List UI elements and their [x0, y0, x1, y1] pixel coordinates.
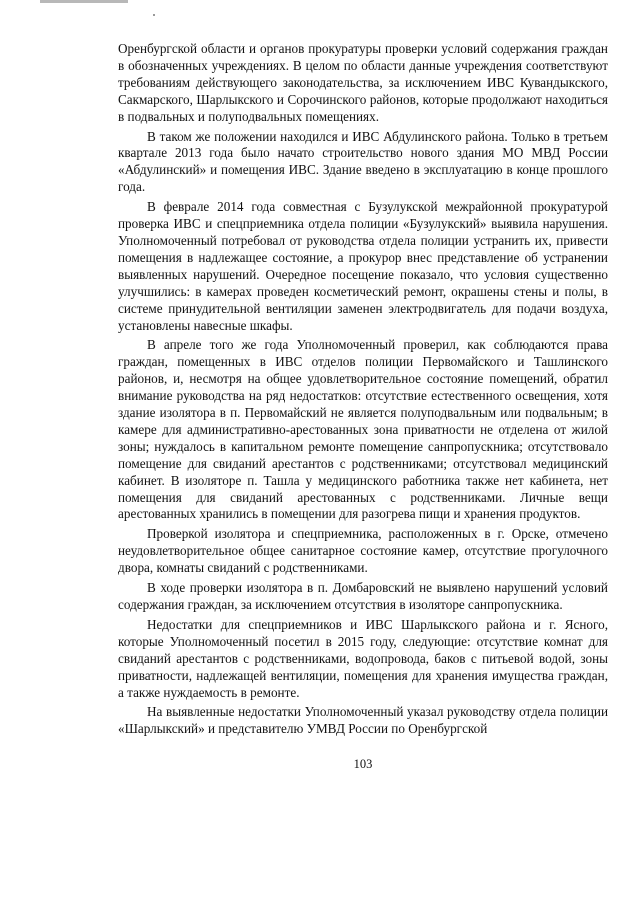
paragraph-conclusion: На выявленные недостатки Уполномоченный указал руководству отдела полиции «Шарлыкский» и представителю УМВД России по Оренбургской [118, 704, 608, 737]
paragraph-pervomaisky-tashla: В апреле того же года Уполномоченный проверил, как соблюдаются права граждан, помещенных в ИВС отделов полиции Первомайского и Ташлинского районов, и, несмотря на общее удовлетворительное состояние помещений, обратил внимание руководства на ряд недостатков: отсутствие естественного освещения, хотя здание изолятора в п. Первомайский не является полуподвальным или подвальным; в камере для административно-арестованных зона приватности не отделена от жилой зоны; нуждалось в капитальном ремонте помещение санпропускника; отсутствовало помещение для свиданий арестантов с родственниками; отсутствовал медицинский кабинет. В изоляторе п. Ташла у медицинского работника также нет кабинета, нет помещения для свиданий арестованных с родственниками. Личные вещи арестованных хранились в помещении для разогрева пищи и хранения продуктов. [118, 337, 608, 522]
paragraph-sharlyk-yasny: Недостатки для спецприемников и ИВС Шарлыкского района и г. Ясного, которые Уполномоченный посетил в 2015 году, следующие: отсутствие комнат для свиданий арестантов с родственниками, водопровода, баков с питьевой водой, зоны приватности, надлежащей вентиляции, помещения для хранения имущества граждан, а также нуждаемость в ремонте. [118, 616, 608, 700]
scan-speck [153, 14, 155, 16]
paragraph-orsk: Проверкой изолятора и спецприемника, расположенных в г. Орске, отмечено неудовлетворительное общее санитарное состояние камер, отсутствие прогулочного двора, комнаты свиданий с родственниками. [118, 526, 608, 576]
paragraph-buzuluk: В феврале 2014 года совместная с Бузулукской межрайонной прокуратурой проверка ИВС и спецприемника отдела полиции «Бузулукский» выявила нарушения. Уполномоченный потребовал от руководства отдела полиции устранить их, привести помещения в надлежащее состояние, а прокурор внес представление об устранении выявленных нарушений. Очередное посещение показало, что условия существенно улучшились: в камерах проведен косметический ремонт, окрашены стены и полы, в системе принудительной вентиляции заменен электродвигатель для подачи воздуха, установлены навесные шкафы. [118, 199, 608, 333]
paragraph-continuation: Оренбургской области и органов прокуратуры проверки условий содержания граждан в обозначенных учреждениях. В целом по области данные учреждения соответствуют требованиям действующего законодательства, за исключением ИВС Кувандыкского, Сакмарского, Шарлыкского и Сорочинского районов, которые продолжают находиться в подвальных и полуподвальных помещениях. [118, 41, 608, 124]
scan-edge-mark [40, 0, 128, 3]
paragraph-abdulino: В таком же положении находился и ИВС Абдулинского района. Только в третьем квартале 2013 года было начато строительство нового здания МО МВД России «Абдулинский» и помещения ИВС. Здание введено в эксплуатацию в конце прошлого года. [118, 128, 608, 195]
page-number: 103 [353, 757, 373, 771]
paragraph-dombarovsky: В ходе проверки изолятора в п. Домбаровский не выявлено нарушений условий содержания граждан, за исключением отсутствия в изоляторе санпропускника. [118, 580, 608, 612]
document-page [118, 41, 608, 771]
